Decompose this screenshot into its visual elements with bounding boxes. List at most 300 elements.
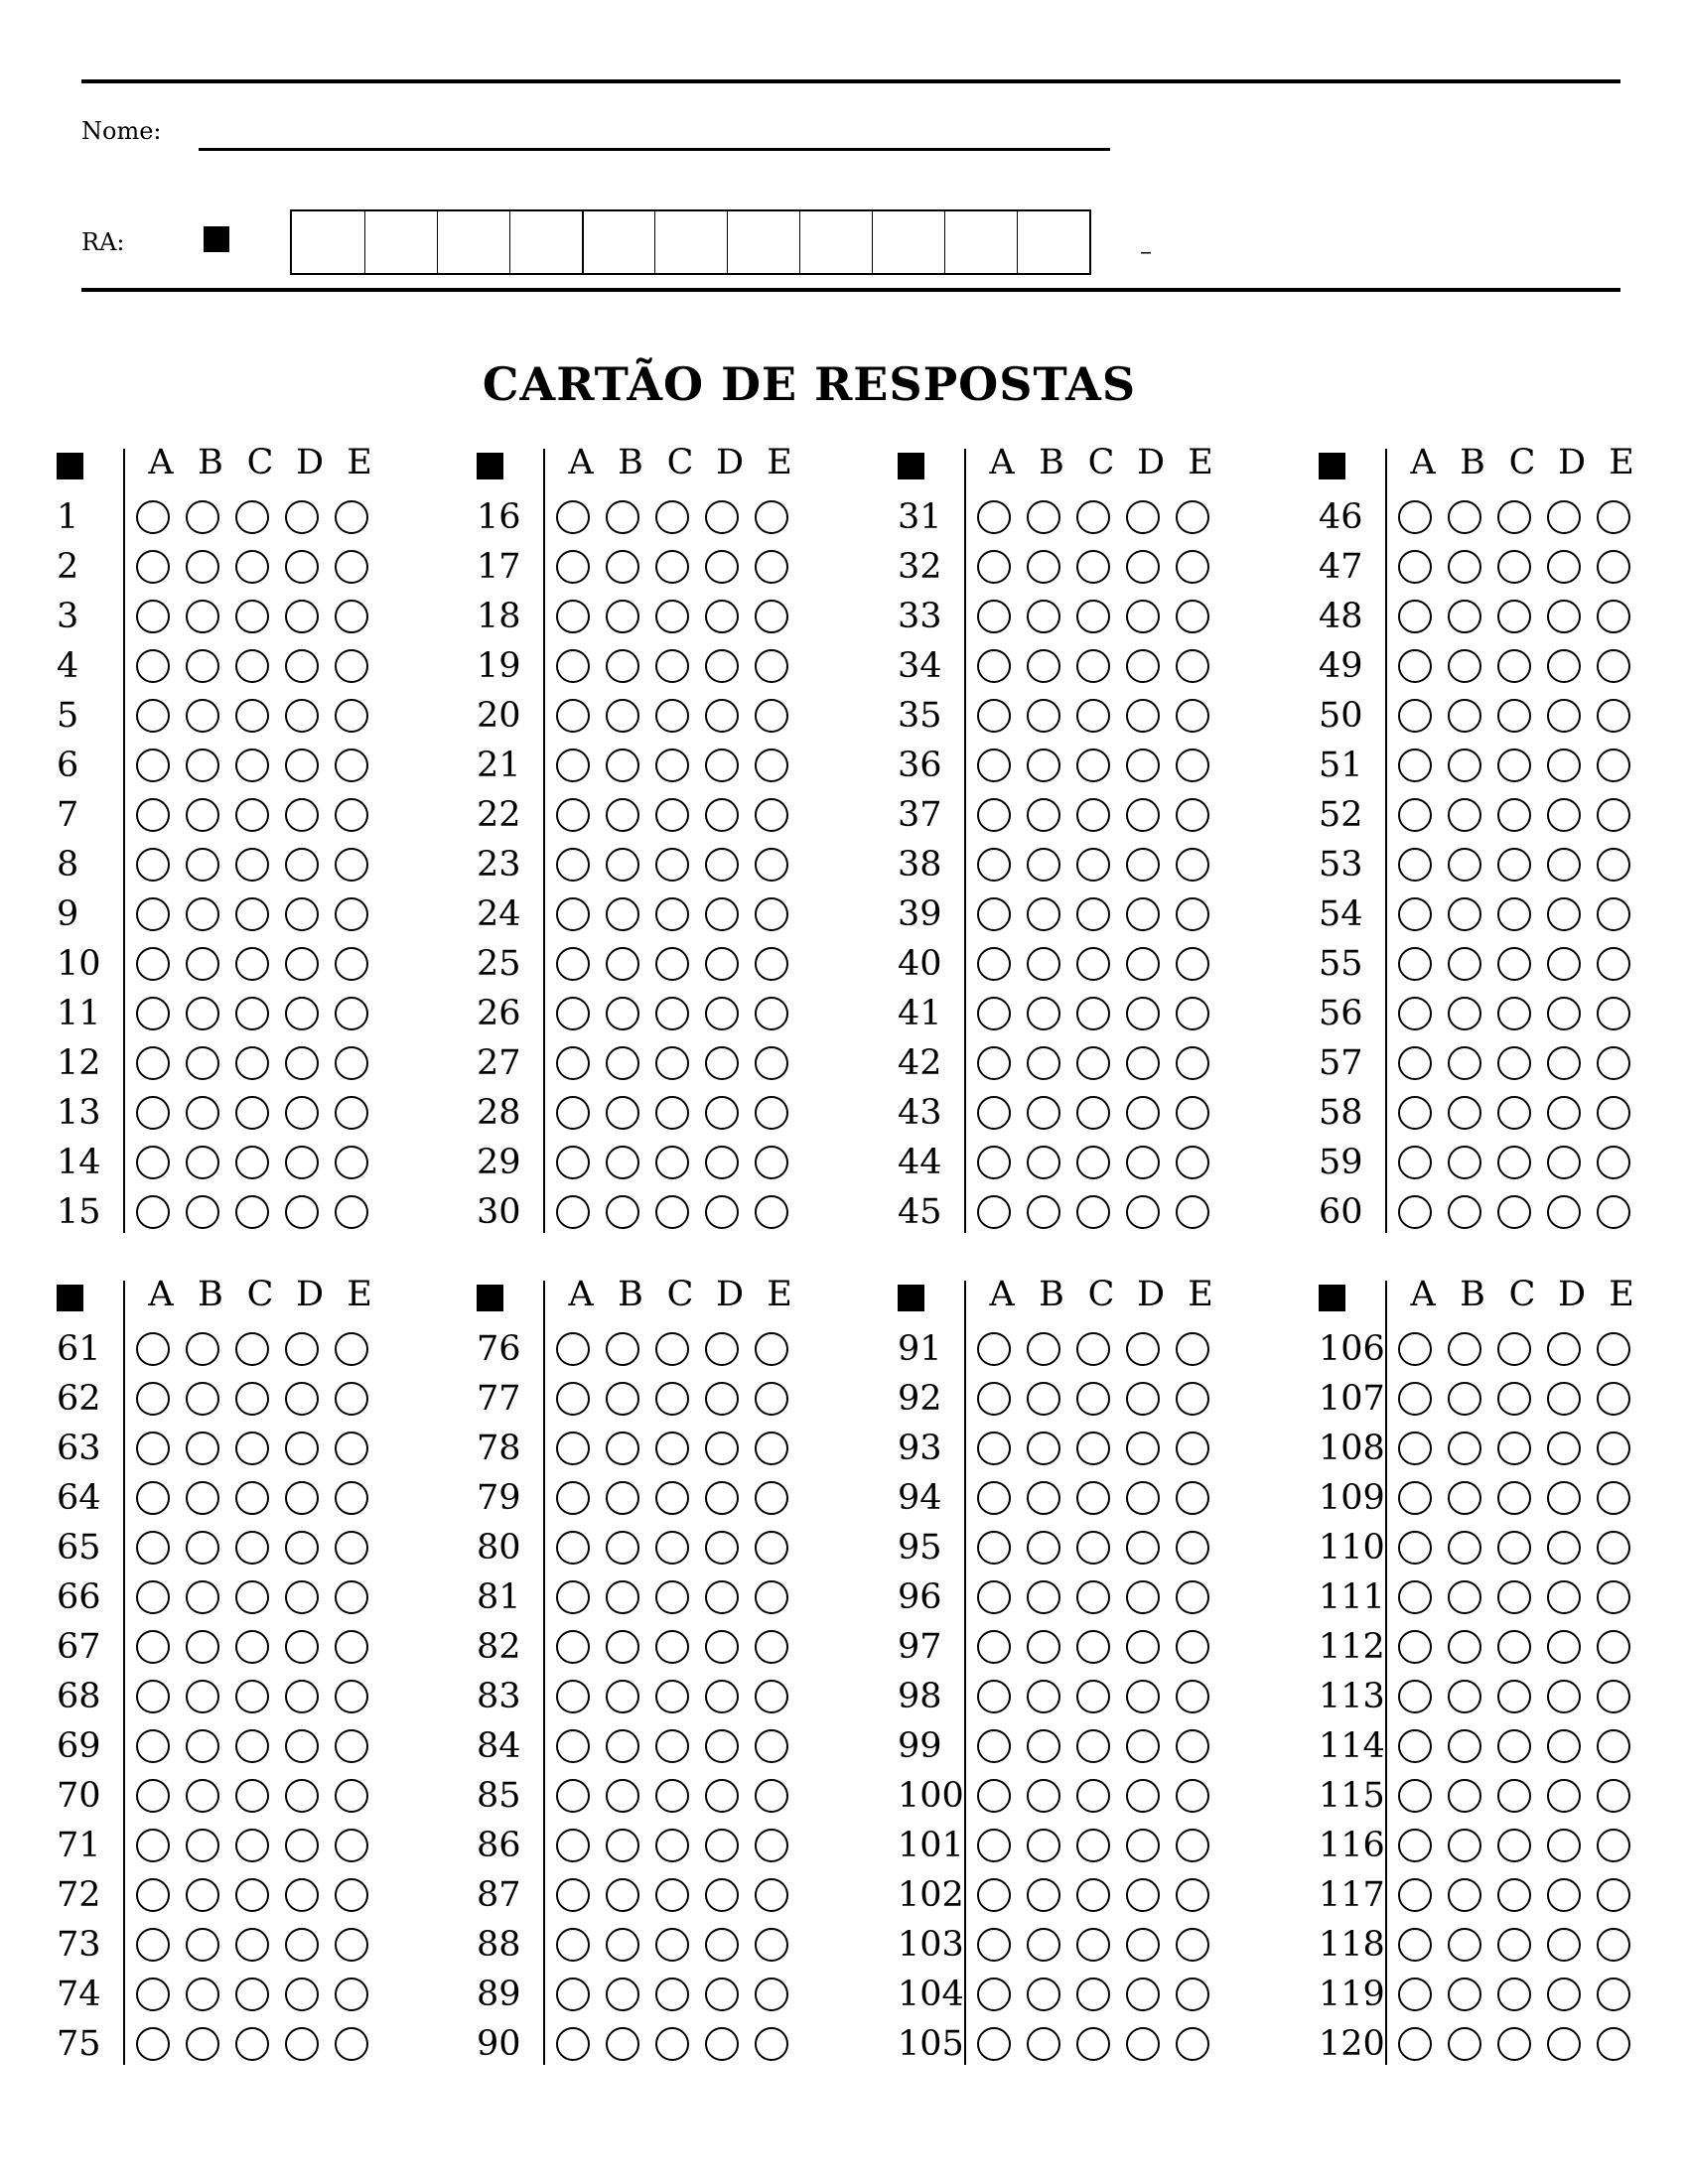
answer-bubble-d[interactable] xyxy=(1547,600,1581,633)
answer-bubble-b[interactable] xyxy=(1448,500,1481,534)
answer-bubble-d[interactable] xyxy=(1547,2027,1581,2061)
answer-bubble-e[interactable] xyxy=(1176,600,1209,633)
answer-bubble-a[interactable] xyxy=(556,997,590,1030)
answer-bubble-e[interactable] xyxy=(1597,848,1630,882)
answer-bubble-d[interactable] xyxy=(1126,500,1160,534)
answer-bubble-b[interactable] xyxy=(606,649,639,683)
ra-digit-box[interactable] xyxy=(944,211,1017,273)
answer-bubble-d[interactable] xyxy=(285,1531,319,1565)
answer-bubble-e[interactable] xyxy=(755,1146,788,1179)
answer-bubble-b[interactable] xyxy=(606,749,639,782)
answer-bubble-c[interactable] xyxy=(1076,749,1110,782)
answer-bubble-e[interactable] xyxy=(1597,1481,1630,1515)
answer-bubble-b[interactable] xyxy=(1027,997,1060,1030)
answer-bubble-d[interactable] xyxy=(705,947,739,981)
answer-bubble-d[interactable] xyxy=(285,500,319,534)
answer-bubble-c[interactable] xyxy=(655,897,689,931)
answer-bubble-a[interactable] xyxy=(556,1978,590,2011)
answer-bubble-e[interactable] xyxy=(1597,1195,1630,1229)
answer-bubble-e[interactable] xyxy=(1597,500,1630,534)
answer-bubble-d[interactable] xyxy=(1126,1729,1160,1763)
answer-bubble-e[interactable] xyxy=(1597,1096,1630,1130)
answer-bubble-b[interactable] xyxy=(1448,550,1481,584)
answer-bubble-c[interactable] xyxy=(655,1779,689,1813)
answer-bubble-b[interactable] xyxy=(1027,947,1060,981)
answer-bubble-e[interactable] xyxy=(335,1878,368,1912)
answer-bubble-c[interactable] xyxy=(1497,1779,1531,1813)
answer-bubble-e[interactable] xyxy=(335,699,368,733)
answer-bubble-e[interactable] xyxy=(335,1481,368,1515)
answer-bubble-a[interactable] xyxy=(556,649,590,683)
answer-bubble-a[interactable] xyxy=(556,1531,590,1565)
answer-bubble-d[interactable] xyxy=(1126,1195,1160,1229)
answer-bubble-c[interactable] xyxy=(1497,1829,1531,1862)
answer-bubble-e[interactable] xyxy=(1597,1332,1630,1366)
answer-bubble-d[interactable] xyxy=(1547,947,1581,981)
answer-bubble-b[interactable] xyxy=(1448,1096,1481,1130)
answer-bubble-d[interactable] xyxy=(705,848,739,882)
answer-bubble-b[interactable] xyxy=(1448,1432,1481,1465)
answer-bubble-c[interactable] xyxy=(655,1531,689,1565)
answer-bubble-a[interactable] xyxy=(556,1928,590,1962)
answer-bubble-b[interactable] xyxy=(1027,749,1060,782)
answer-bubble-c[interactable] xyxy=(235,1729,269,1763)
answer-bubble-e[interactable] xyxy=(1597,1382,1630,1416)
answer-bubble-a[interactable] xyxy=(136,1680,170,1713)
answer-bubble-e[interactable] xyxy=(755,1829,788,1862)
answer-bubble-b[interactable] xyxy=(606,1878,639,1912)
answer-bubble-a[interactable] xyxy=(556,2027,590,2061)
answer-bubble-c[interactable] xyxy=(1076,1580,1110,1614)
answer-bubble-c[interactable] xyxy=(235,1580,269,1614)
answer-bubble-c[interactable] xyxy=(1497,749,1531,782)
answer-bubble-c[interactable] xyxy=(1497,1680,1531,1713)
answer-bubble-b[interactable] xyxy=(186,1630,219,1664)
answer-bubble-d[interactable] xyxy=(1126,848,1160,882)
answer-bubble-b[interactable] xyxy=(1448,1382,1481,1416)
answer-bubble-c[interactable] xyxy=(655,699,689,733)
answer-bubble-c[interactable] xyxy=(655,1332,689,1366)
answer-bubble-a[interactable] xyxy=(136,600,170,633)
answer-bubble-c[interactable] xyxy=(235,500,269,534)
answer-bubble-b[interactable] xyxy=(186,997,219,1030)
answer-bubble-d[interactable] xyxy=(285,1680,319,1713)
answer-bubble-e[interactable] xyxy=(1176,1146,1209,1179)
answer-bubble-a[interactable] xyxy=(136,798,170,832)
answer-bubble-e[interactable] xyxy=(1176,1332,1209,1366)
answer-bubble-d[interactable] xyxy=(1126,997,1160,1030)
answer-bubble-e[interactable] xyxy=(335,897,368,931)
answer-bubble-a[interactable] xyxy=(136,1978,170,2011)
answer-bubble-c[interactable] xyxy=(1076,1195,1110,1229)
answer-bubble-b[interactable] xyxy=(1027,600,1060,633)
answer-bubble-b[interactable] xyxy=(1027,1146,1060,1179)
answer-bubble-d[interactable] xyxy=(1126,1680,1160,1713)
answer-bubble-e[interactable] xyxy=(1597,1680,1630,1713)
answer-bubble-e[interactable] xyxy=(1597,1432,1630,1465)
answer-bubble-d[interactable] xyxy=(1547,1382,1581,1416)
answer-bubble-c[interactable] xyxy=(1076,947,1110,981)
answer-bubble-e[interactable] xyxy=(1176,1481,1209,1515)
answer-bubble-c[interactable] xyxy=(655,1046,689,1080)
answer-bubble-d[interactable] xyxy=(705,550,739,584)
answer-bubble-a[interactable] xyxy=(1398,649,1432,683)
answer-bubble-b[interactable] xyxy=(1027,1195,1060,1229)
answer-bubble-d[interactable] xyxy=(705,1680,739,1713)
answer-bubble-d[interactable] xyxy=(705,1382,739,1416)
answer-bubble-d[interactable] xyxy=(1126,798,1160,832)
answer-bubble-d[interactable] xyxy=(1547,1146,1581,1179)
answer-bubble-a[interactable] xyxy=(136,1382,170,1416)
answer-bubble-e[interactable] xyxy=(1176,1382,1209,1416)
answer-bubble-d[interactable] xyxy=(1547,1729,1581,1763)
answer-bubble-b[interactable] xyxy=(1448,1146,1481,1179)
answer-bubble-a[interactable] xyxy=(556,749,590,782)
answer-bubble-d[interactable] xyxy=(1547,500,1581,534)
answer-bubble-b[interactable] xyxy=(606,798,639,832)
answer-bubble-c[interactable] xyxy=(235,2027,269,2061)
answer-bubble-b[interactable] xyxy=(606,2027,639,2061)
answer-bubble-a[interactable] xyxy=(1398,1580,1432,1614)
answer-bubble-d[interactable] xyxy=(1126,897,1160,931)
answer-bubble-e[interactable] xyxy=(335,1332,368,1366)
answer-bubble-a[interactable] xyxy=(1398,1481,1432,1515)
answer-bubble-a[interactable] xyxy=(1398,600,1432,633)
answer-bubble-b[interactable] xyxy=(186,897,219,931)
answer-bubble-e[interactable] xyxy=(1597,1928,1630,1962)
answer-bubble-d[interactable] xyxy=(1126,1531,1160,1565)
answer-bubble-b[interactable] xyxy=(1027,699,1060,733)
answer-bubble-c[interactable] xyxy=(1076,1779,1110,1813)
answer-bubble-e[interactable] xyxy=(335,1928,368,1962)
answer-bubble-c[interactable] xyxy=(235,1978,269,2011)
answer-bubble-e[interactable] xyxy=(1176,947,1209,981)
answer-bubble-d[interactable] xyxy=(1547,1878,1581,1912)
answer-bubble-d[interactable] xyxy=(1547,997,1581,1030)
answer-bubble-b[interactable] xyxy=(606,1829,639,1862)
answer-bubble-b[interactable] xyxy=(1448,1630,1481,1664)
answer-bubble-a[interactable] xyxy=(1398,2027,1432,2061)
answer-bubble-d[interactable] xyxy=(1547,897,1581,931)
answer-bubble-a[interactable] xyxy=(136,699,170,733)
answer-bubble-b[interactable] xyxy=(606,1046,639,1080)
answer-bubble-a[interactable] xyxy=(556,1332,590,1366)
answer-bubble-a[interactable] xyxy=(977,1878,1011,1912)
answer-bubble-c[interactable] xyxy=(1497,550,1531,584)
answer-bubble-b[interactable] xyxy=(186,1829,219,1862)
answer-bubble-d[interactable] xyxy=(1126,1432,1160,1465)
answer-bubble-e[interactable] xyxy=(755,897,788,931)
answer-bubble-d[interactable] xyxy=(285,2027,319,2061)
answer-bubble-c[interactable] xyxy=(1076,2027,1110,2061)
answer-bubble-c[interactable] xyxy=(655,848,689,882)
answer-bubble-c[interactable] xyxy=(655,1630,689,1664)
answer-bubble-a[interactable] xyxy=(136,1332,170,1366)
answer-bubble-c[interactable] xyxy=(1076,1046,1110,1080)
answer-bubble-d[interactable] xyxy=(1547,649,1581,683)
answer-bubble-e[interactable] xyxy=(335,1729,368,1763)
answer-bubble-b[interactable] xyxy=(1027,2027,1060,2061)
answer-bubble-a[interactable] xyxy=(136,649,170,683)
answer-bubble-d[interactable] xyxy=(705,1332,739,1366)
answer-bubble-b[interactable] xyxy=(606,550,639,584)
answer-bubble-a[interactable] xyxy=(1398,1332,1432,1366)
answer-bubble-d[interactable] xyxy=(705,1928,739,1962)
answer-bubble-d[interactable] xyxy=(705,1779,739,1813)
answer-bubble-b[interactable] xyxy=(186,1096,219,1130)
answer-bubble-a[interactable] xyxy=(977,1195,1011,1229)
answer-bubble-d[interactable] xyxy=(705,699,739,733)
answer-bubble-a[interactable] xyxy=(1398,550,1432,584)
answer-bubble-b[interactable] xyxy=(186,1481,219,1515)
answer-bubble-e[interactable] xyxy=(335,1680,368,1713)
answer-bubble-a[interactable] xyxy=(136,1928,170,1962)
answer-bubble-d[interactable] xyxy=(285,1630,319,1664)
answer-bubble-b[interactable] xyxy=(606,1928,639,1962)
answer-bubble-a[interactable] xyxy=(977,1928,1011,1962)
answer-bubble-d[interactable] xyxy=(705,1531,739,1565)
answer-bubble-e[interactable] xyxy=(335,1978,368,2011)
answer-bubble-c[interactable] xyxy=(1076,897,1110,931)
answer-bubble-c[interactable] xyxy=(1076,500,1110,534)
answer-bubble-a[interactable] xyxy=(556,500,590,534)
answer-bubble-a[interactable] xyxy=(1398,1630,1432,1664)
answer-bubble-a[interactable] xyxy=(136,848,170,882)
answer-bubble-e[interactable] xyxy=(1597,897,1630,931)
answer-bubble-c[interactable] xyxy=(235,1096,269,1130)
answer-bubble-d[interactable] xyxy=(705,1829,739,1862)
answer-bubble-d[interactable] xyxy=(285,848,319,882)
answer-bubble-d[interactable] xyxy=(705,1146,739,1179)
answer-bubble-c[interactable] xyxy=(1497,1046,1531,1080)
name-field-line[interactable] xyxy=(199,148,1110,151)
answer-bubble-e[interactable] xyxy=(335,1630,368,1664)
answer-bubble-e[interactable] xyxy=(1176,1978,1209,2011)
answer-bubble-c[interactable] xyxy=(1497,1096,1531,1130)
answer-bubble-e[interactable] xyxy=(1176,550,1209,584)
answer-bubble-a[interactable] xyxy=(556,1195,590,1229)
answer-bubble-d[interactable] xyxy=(1547,1432,1581,1465)
answer-bubble-b[interactable] xyxy=(1027,1580,1060,1614)
answer-bubble-b[interactable] xyxy=(606,600,639,633)
answer-bubble-e[interactable] xyxy=(1597,550,1630,584)
answer-bubble-b[interactable] xyxy=(1027,798,1060,832)
answer-bubble-b[interactable] xyxy=(1027,848,1060,882)
answer-bubble-a[interactable] xyxy=(1398,1928,1432,1962)
answer-bubble-d[interactable] xyxy=(1126,1928,1160,1962)
answer-bubble-c[interactable] xyxy=(1497,897,1531,931)
answer-bubble-b[interactable] xyxy=(186,1432,219,1465)
answer-bubble-b[interactable] xyxy=(1448,1481,1481,1515)
answer-bubble-c[interactable] xyxy=(1076,649,1110,683)
answer-bubble-b[interactable] xyxy=(186,1978,219,2011)
answer-bubble-b[interactable] xyxy=(1027,1829,1060,1862)
answer-bubble-a[interactable] xyxy=(977,848,1011,882)
answer-bubble-d[interactable] xyxy=(285,600,319,633)
answer-bubble-b[interactable] xyxy=(606,1146,639,1179)
answer-bubble-c[interactable] xyxy=(1497,848,1531,882)
answer-bubble-c[interactable] xyxy=(235,1046,269,1080)
answer-bubble-a[interactable] xyxy=(977,1432,1011,1465)
answer-bubble-e[interactable] xyxy=(335,1531,368,1565)
answer-bubble-c[interactable] xyxy=(1076,600,1110,633)
answer-bubble-e[interactable] xyxy=(1597,1978,1630,2011)
answer-bubble-a[interactable] xyxy=(1398,997,1432,1030)
answer-bubble-b[interactable] xyxy=(1448,699,1481,733)
answer-bubble-a[interactable] xyxy=(136,1195,170,1229)
answer-bubble-a[interactable] xyxy=(977,500,1011,534)
answer-bubble-e[interactable] xyxy=(335,947,368,981)
answer-bubble-c[interactable] xyxy=(655,1978,689,2011)
answer-bubble-c[interactable] xyxy=(1497,1928,1531,1962)
answer-bubble-b[interactable] xyxy=(1448,997,1481,1030)
answer-bubble-b[interactable] xyxy=(1448,1531,1481,1565)
answer-bubble-a[interactable] xyxy=(136,1531,170,1565)
answer-bubble-d[interactable] xyxy=(705,1481,739,1515)
answer-bubble-a[interactable] xyxy=(556,1046,590,1080)
answer-bubble-b[interactable] xyxy=(606,1332,639,1366)
answer-bubble-e[interactable] xyxy=(335,997,368,1030)
answer-bubble-a[interactable] xyxy=(556,1729,590,1763)
answer-bubble-c[interactable] xyxy=(235,1630,269,1664)
answer-bubble-a[interactable] xyxy=(556,1382,590,1416)
answer-bubble-b[interactable] xyxy=(606,500,639,534)
answer-bubble-c[interactable] xyxy=(1076,1680,1110,1713)
answer-bubble-d[interactable] xyxy=(285,1878,319,1912)
answer-bubble-e[interactable] xyxy=(1176,1829,1209,1862)
answer-bubble-c[interactable] xyxy=(235,1332,269,1366)
answer-bubble-e[interactable] xyxy=(1176,1630,1209,1664)
answer-bubble-b[interactable] xyxy=(1027,1978,1060,2011)
answer-bubble-d[interactable] xyxy=(285,798,319,832)
answer-bubble-a[interactable] xyxy=(556,947,590,981)
answer-bubble-e[interactable] xyxy=(335,1195,368,1229)
answer-bubble-b[interactable] xyxy=(186,1531,219,1565)
answer-bubble-c[interactable] xyxy=(1497,1146,1531,1179)
answer-bubble-b[interactable] xyxy=(1027,1096,1060,1130)
answer-bubble-c[interactable] xyxy=(1497,1481,1531,1515)
answer-bubble-c[interactable] xyxy=(1076,1481,1110,1515)
answer-bubble-e[interactable] xyxy=(755,550,788,584)
answer-bubble-e[interactable] xyxy=(1176,699,1209,733)
answer-bubble-d[interactable] xyxy=(1547,1481,1581,1515)
answer-bubble-d[interactable] xyxy=(705,649,739,683)
answer-bubble-b[interactable] xyxy=(1027,897,1060,931)
ra-digit-box[interactable] xyxy=(872,211,944,273)
answer-bubble-d[interactable] xyxy=(705,1630,739,1664)
answer-bubble-b[interactable] xyxy=(186,1680,219,1713)
answer-bubble-c[interactable] xyxy=(655,1195,689,1229)
answer-bubble-c[interactable] xyxy=(1076,1332,1110,1366)
ra-digit-box[interactable] xyxy=(799,211,872,273)
answer-bubble-d[interactable] xyxy=(705,1432,739,1465)
answer-bubble-b[interactable] xyxy=(1027,1928,1060,1962)
answer-bubble-a[interactable] xyxy=(136,1432,170,1465)
answer-bubble-d[interactable] xyxy=(1126,1481,1160,1515)
answer-bubble-b[interactable] xyxy=(1027,1382,1060,1416)
answer-bubble-a[interactable] xyxy=(136,897,170,931)
answer-bubble-c[interactable] xyxy=(235,997,269,1030)
answer-bubble-e[interactable] xyxy=(1176,749,1209,782)
answer-bubble-e[interactable] xyxy=(755,1928,788,1962)
answer-bubble-a[interactable] xyxy=(556,848,590,882)
answer-bubble-e[interactable] xyxy=(755,1729,788,1763)
answer-bubble-b[interactable] xyxy=(186,1928,219,1962)
answer-bubble-b[interactable] xyxy=(1027,1630,1060,1664)
ra-digit-box[interactable] xyxy=(727,211,799,273)
answer-bubble-b[interactable] xyxy=(1448,1580,1481,1614)
ra-digit-box[interactable] xyxy=(292,211,364,273)
answer-bubble-d[interactable] xyxy=(705,997,739,1030)
answer-bubble-c[interactable] xyxy=(655,649,689,683)
answer-bubble-e[interactable] xyxy=(755,1878,788,1912)
answer-bubble-c[interactable] xyxy=(1497,1878,1531,1912)
answer-bubble-c[interactable] xyxy=(1497,2027,1531,2061)
answer-bubble-a[interactable] xyxy=(977,1531,1011,1565)
answer-bubble-b[interactable] xyxy=(1027,649,1060,683)
answer-bubble-b[interactable] xyxy=(186,500,219,534)
answer-bubble-c[interactable] xyxy=(655,1580,689,1614)
answer-bubble-e[interactable] xyxy=(1176,500,1209,534)
answer-bubble-c[interactable] xyxy=(1076,699,1110,733)
answer-bubble-e[interactable] xyxy=(1176,1729,1209,1763)
answer-bubble-b[interactable] xyxy=(1448,798,1481,832)
answer-bubble-b[interactable] xyxy=(606,1195,639,1229)
answer-bubble-c[interactable] xyxy=(1497,1432,1531,1465)
answer-bubble-c[interactable] xyxy=(235,1928,269,1962)
answer-bubble-d[interactable] xyxy=(705,798,739,832)
answer-bubble-b[interactable] xyxy=(1448,649,1481,683)
answer-bubble-a[interactable] xyxy=(1398,1680,1432,1713)
answer-bubble-c[interactable] xyxy=(1076,1878,1110,1912)
answer-bubble-a[interactable] xyxy=(977,997,1011,1030)
answer-bubble-c[interactable] xyxy=(1076,1096,1110,1130)
answer-bubble-a[interactable] xyxy=(977,947,1011,981)
answer-bubble-a[interactable] xyxy=(136,550,170,584)
answer-bubble-b[interactable] xyxy=(1027,1332,1060,1366)
answer-bubble-e[interactable] xyxy=(1176,1046,1209,1080)
answer-bubble-a[interactable] xyxy=(556,550,590,584)
answer-bubble-b[interactable] xyxy=(186,649,219,683)
answer-bubble-b[interactable] xyxy=(186,1332,219,1366)
answer-bubble-c[interactable] xyxy=(655,1481,689,1515)
answer-bubble-c[interactable] xyxy=(235,1531,269,1565)
answer-bubble-e[interactable] xyxy=(755,500,788,534)
answer-bubble-a[interactable] xyxy=(977,1096,1011,1130)
answer-bubble-e[interactable] xyxy=(1597,600,1630,633)
answer-bubble-e[interactable] xyxy=(335,649,368,683)
answer-bubble-a[interactable] xyxy=(977,1978,1011,2011)
answer-bubble-d[interactable] xyxy=(285,1779,319,1813)
answer-bubble-b[interactable] xyxy=(1448,848,1481,882)
answer-bubble-c[interactable] xyxy=(235,848,269,882)
answer-bubble-e[interactable] xyxy=(1597,798,1630,832)
answer-bubble-b[interactable] xyxy=(186,848,219,882)
answer-bubble-c[interactable] xyxy=(235,749,269,782)
answer-bubble-c[interactable] xyxy=(1076,848,1110,882)
answer-bubble-a[interactable] xyxy=(1398,1146,1432,1179)
answer-bubble-d[interactable] xyxy=(705,1729,739,1763)
answer-bubble-e[interactable] xyxy=(335,1580,368,1614)
answer-bubble-a[interactable] xyxy=(136,749,170,782)
answer-bubble-a[interactable] xyxy=(136,1878,170,1912)
answer-bubble-d[interactable] xyxy=(1126,1978,1160,2011)
answer-bubble-e[interactable] xyxy=(1176,1531,1209,1565)
answer-bubble-a[interactable] xyxy=(1398,1195,1432,1229)
ra-digit-box[interactable] xyxy=(654,211,727,273)
answer-bubble-d[interactable] xyxy=(1126,1332,1160,1366)
answer-bubble-c[interactable] xyxy=(1497,500,1531,534)
